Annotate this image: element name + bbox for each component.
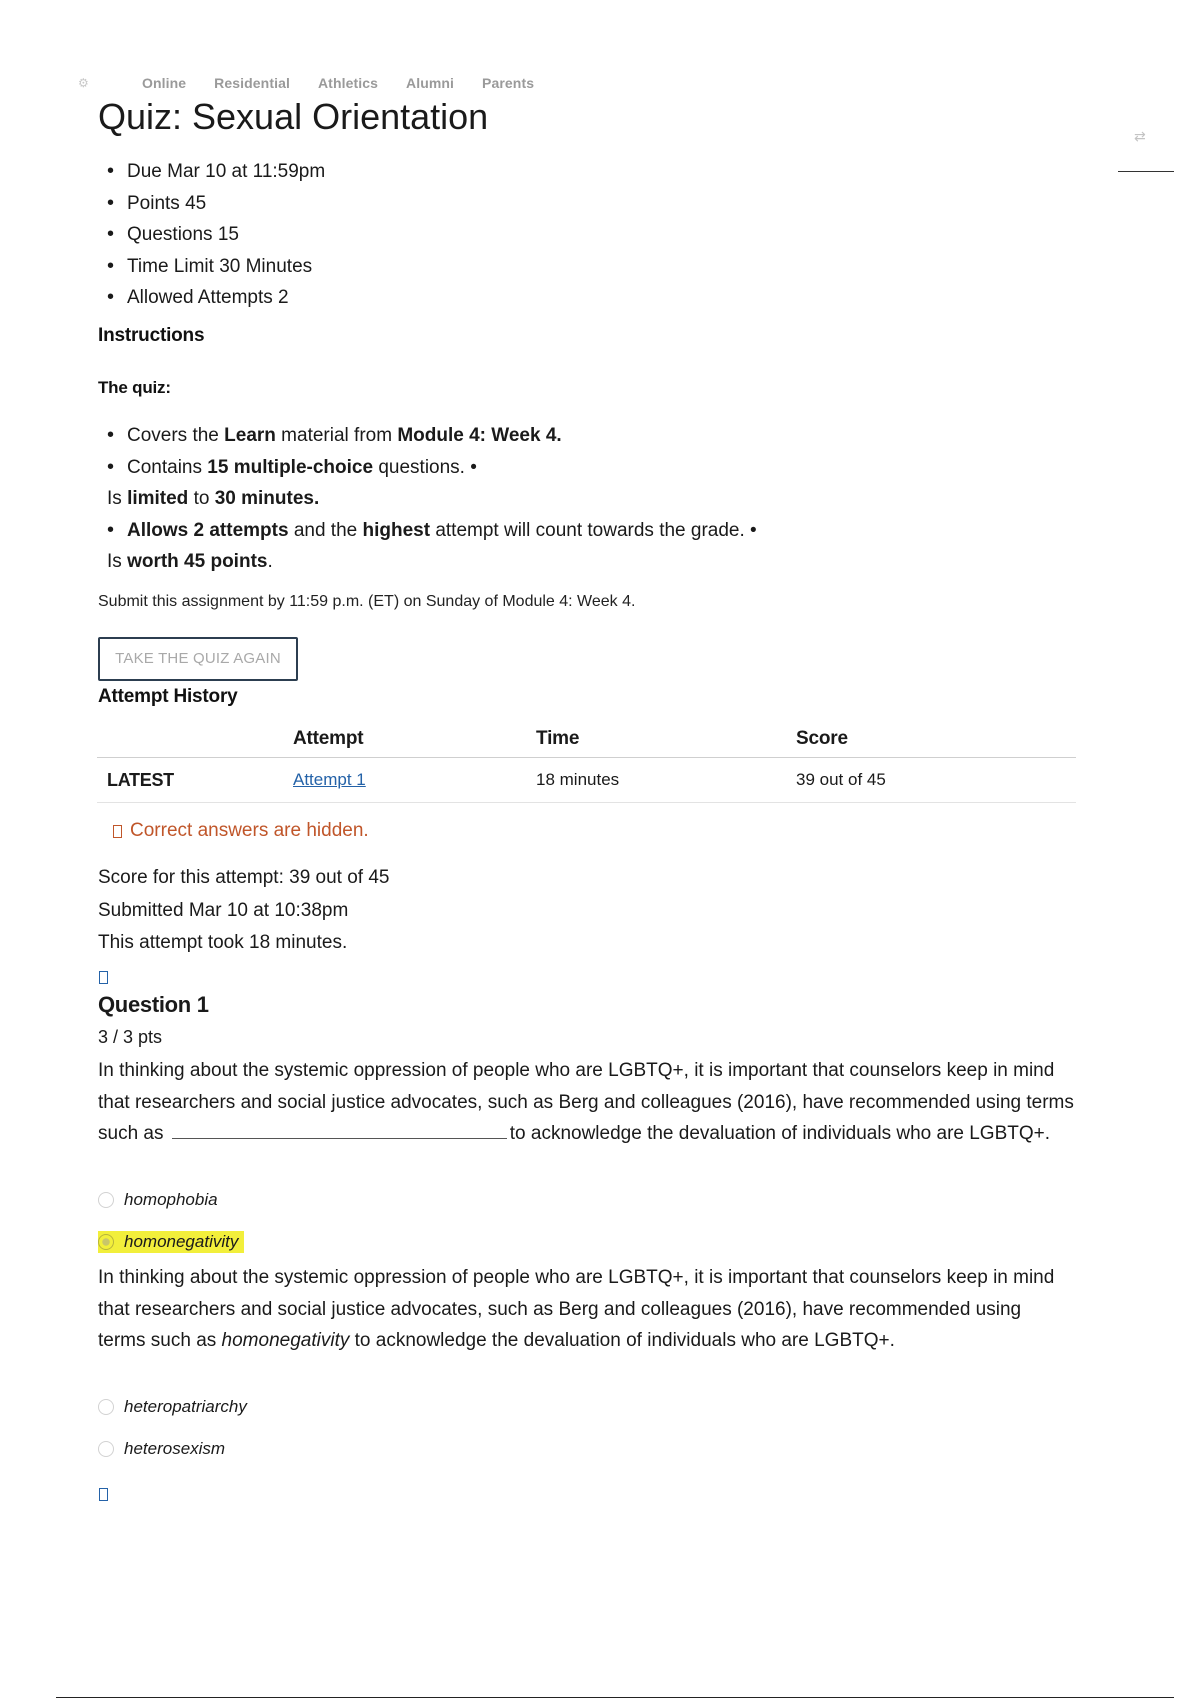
detail-points: • Points 45 [98, 188, 325, 220]
answer-label: homonegativity [124, 1232, 239, 1251]
take-quiz-again-button[interactable]: TAKE THE QUIZ AGAIN [98, 637, 298, 681]
latest-label: LATEST [97, 758, 293, 803]
detail-allowed-attempts: • Allowed Attempts 2 [98, 282, 325, 314]
question-points: 3 / 3 pts [98, 1027, 163, 1047]
instructions-list [98, 420, 858, 578]
attempt-1-link[interactable]: Attempt 1 [293, 770, 366, 789]
instructions-heading: Instructions [98, 325, 205, 346]
hidden-note-text: Correct answers are hidden. [130, 820, 369, 841]
warning-icon [113, 825, 122, 838]
radio-button[interactable] [98, 1192, 114, 1208]
radio-button[interactable] [98, 1441, 114, 1457]
correct-answers-hidden-notice [113, 820, 369, 842]
answer-option-heterosexism[interactable] [98, 1439, 225, 1459]
attempt-cell [293, 758, 536, 803]
attempt-history-table [97, 717, 1076, 803]
submit-note: Submit this assignment by 11:59 p.m. (ET) on Sunday of Module 4: Week 4. [98, 593, 636, 610]
answer-option-heteropatriarchy[interactable] [98, 1397, 247, 1417]
nav-online[interactable]: Online [142, 75, 187, 91]
answer-blank [172, 1120, 507, 1139]
quiz-details [98, 156, 325, 314]
flag-question-icon[interactable] [99, 971, 108, 984]
quiz-subheading: The quiz: [98, 378, 171, 397]
table-header-row [97, 717, 1076, 758]
instruction-item: • Allows 2 attempts and the highest attempt will count towards the grade. • [98, 515, 858, 547]
instruction-item: Is worth 45 points. [107, 551, 273, 572]
column-header-attempt: Attempt [293, 717, 536, 758]
column-header-score: Score [796, 717, 1076, 758]
answer-label: heterosexism [124, 1439, 226, 1458]
instruction-item: • Contains 15 multiple-choice questions. • [98, 452, 858, 484]
question-title: Question 1 [98, 992, 209, 1017]
detail-time-limit: • Time Limit 30 Minutes [98, 251, 325, 283]
nav-alumni[interactable]: Alumni [406, 75, 455, 91]
detail-questions: • Questions 15 [98, 219, 325, 251]
answer-label: heteropatriarchy [124, 1397, 247, 1416]
answer-option-homophobia[interactable] [98, 1190, 218, 1210]
sidebar-toggle-icon[interactable]: ⇄ [1134, 128, 1146, 144]
question-text: In thinking about the systemic oppression of people who are LGBTQ+, it is important that counselors keep in mind that researchers and social justice advocates, such as Berg and colleagues (2016), have recommended using terms such as to acknowledge the devaluation of individuals who are LGBTQ+. [98, 1060, 1074, 1144]
column-header [97, 717, 293, 758]
instruction-item: • Covers the Learn material from Module 4: Week 4. [98, 420, 858, 452]
nav-parents[interactable]: Parents [482, 75, 535, 91]
answer-feedback: In thinking about the systemic oppression of people who are LGBTQ+, it is important that counselors keep in mind that researchers and social justice advocates, such as Berg and colleagues (2016), have recommended using terms such as homonegativity to acknowledge the devaluation of individuals who are LGBTQ+. [98, 1267, 1055, 1351]
time-cell: 18 minutes [536, 758, 796, 803]
radio-button-selected[interactable] [98, 1234, 114, 1250]
nav-residential[interactable]: Residential [214, 75, 290, 91]
instruction-item: Is limited to 30 minutes. [107, 488, 320, 509]
divider [1118, 171, 1174, 172]
top-nav [78, 73, 562, 93]
flag-question-icon[interactable] [99, 1488, 108, 1501]
column-header-time: Time [536, 717, 796, 758]
page-title: Quiz: Sexual Orientation [98, 96, 489, 137]
attempt-info [98, 862, 390, 960]
radio-button[interactable] [98, 1399, 114, 1415]
attempt-history-heading: Attempt History [98, 686, 238, 707]
nav-athletics[interactable]: Athletics [317, 75, 378, 91]
attempt-duration: This attempt took 18 minutes. [98, 932, 348, 953]
detail-due: • Due Mar 10 at 11:59pm [98, 156, 325, 188]
attempt-score: Score for this attempt: 39 out of 45 [98, 867, 390, 888]
answer-option-homonegativity[interactable] [98, 1231, 244, 1253]
logo-icon[interactable]: ⚙ [78, 76, 89, 90]
table-row [97, 758, 1076, 803]
page-bottom-rule [56, 1697, 1174, 1698]
answer-label: homophobia [124, 1190, 218, 1209]
score-cell: 39 out of 45 [796, 758, 1076, 803]
attempt-submitted: Submitted Mar 10 at 10:38pm [98, 899, 349, 921]
